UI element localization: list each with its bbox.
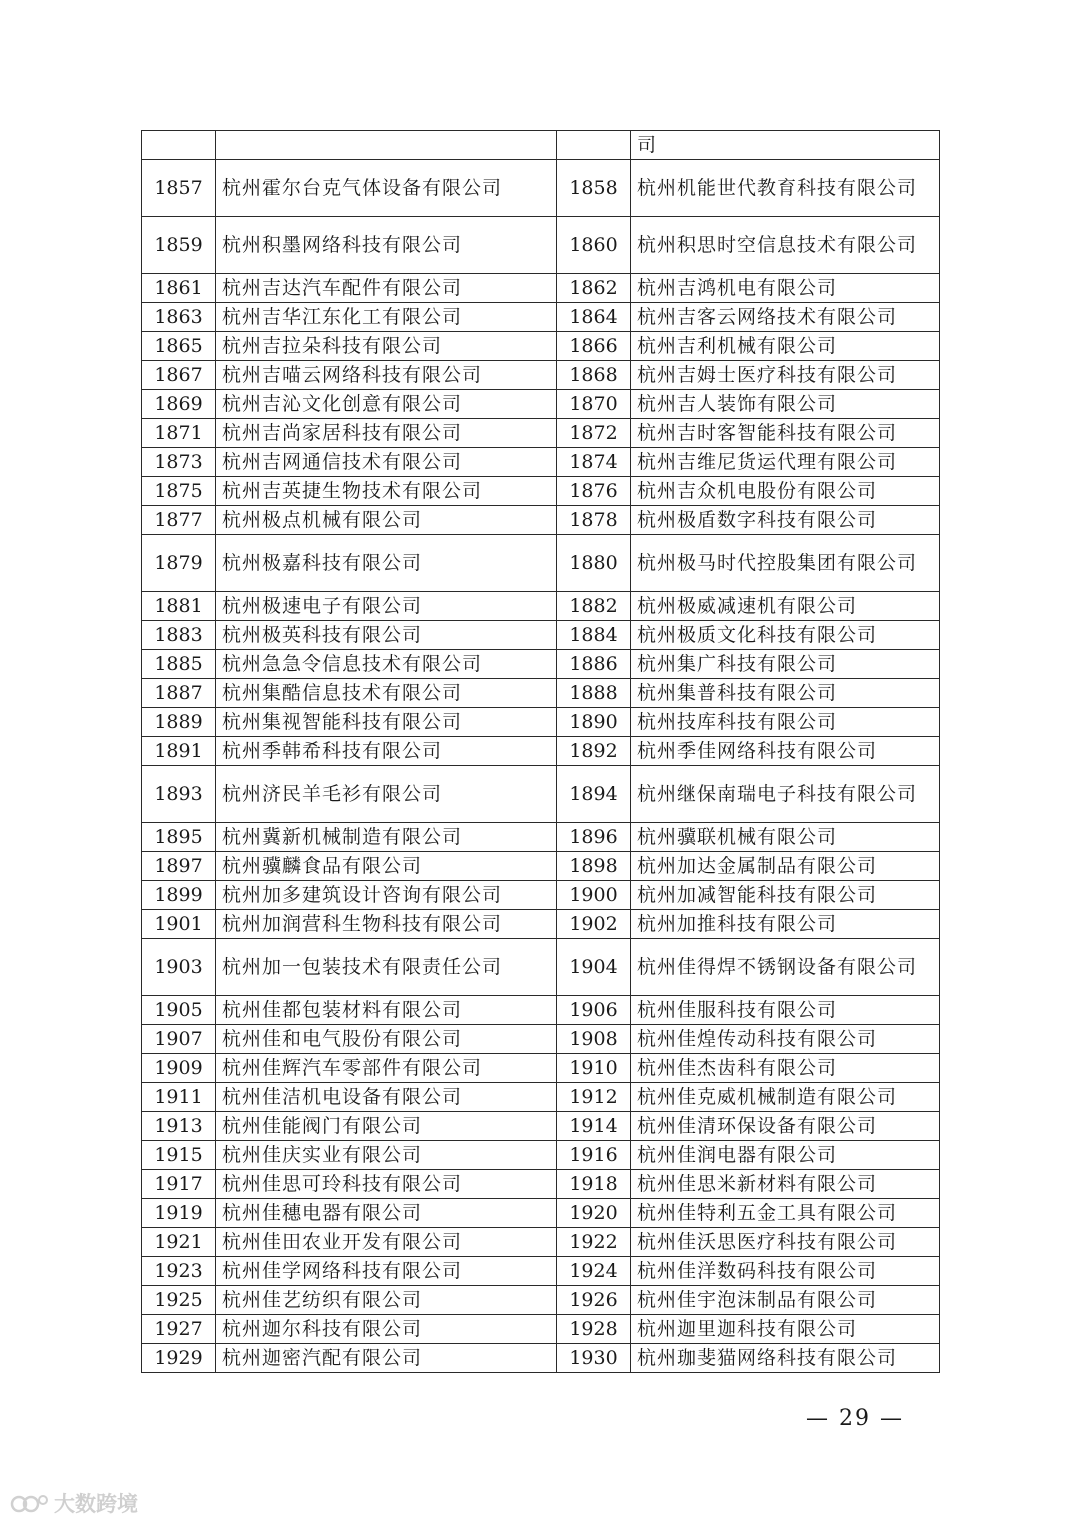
company-name-cell: 杭州佳服科技有限公司 bbox=[631, 996, 940, 1025]
table-row bbox=[142, 1315, 940, 1344]
table-row bbox=[142, 1054, 940, 1083]
entry-number-cell: 1882 bbox=[557, 592, 631, 621]
entry-number-cell: 1894 bbox=[557, 766, 631, 823]
company-name-cell: 杭州积墨网络科技有限公司 bbox=[216, 217, 557, 274]
company-name-cell: 杭州加一包装技术有限责任公司 bbox=[216, 939, 557, 996]
company-name-cell: 杭州吉利机械有限公司 bbox=[631, 332, 940, 361]
table-row bbox=[142, 217, 940, 274]
entry-number-cell: 1887 bbox=[142, 679, 216, 708]
entry-number-cell: 1917 bbox=[142, 1170, 216, 1199]
company-list-body bbox=[142, 131, 940, 1373]
company-name-cell: 杭州迦尔科技有限公司 bbox=[216, 1315, 557, 1344]
entry-number-cell: 1875 bbox=[142, 477, 216, 506]
company-name-cell: 杭州迦密汽配有限公司 bbox=[216, 1344, 557, 1373]
entry-number-cell: 1860 bbox=[557, 217, 631, 274]
entry-number-cell: 1895 bbox=[142, 823, 216, 852]
company-name-cell bbox=[216, 131, 557, 160]
company-name-cell: 杭州加推科技有限公司 bbox=[631, 910, 940, 939]
company-name-cell: 杭州吉众机电股份有限公司 bbox=[631, 477, 940, 506]
entry-number-cell: 1905 bbox=[142, 996, 216, 1025]
watermark-text: 大数跨境 bbox=[54, 1492, 138, 1516]
entry-number-cell: 1863 bbox=[142, 303, 216, 332]
company-name-cell: 杭州加减智能科技有限公司 bbox=[631, 881, 940, 910]
table-row bbox=[142, 766, 940, 823]
company-name-cell: 杭州吉达汽车配件有限公司 bbox=[216, 274, 557, 303]
company-name-cell: 杭州骥麟食品有限公司 bbox=[216, 852, 557, 881]
entry-number-cell: 1908 bbox=[557, 1025, 631, 1054]
company-name-cell: 杭州集视智能科技有限公司 bbox=[216, 708, 557, 737]
company-name-cell: 杭州极质文化科技有限公司 bbox=[631, 621, 940, 650]
entry-number-cell: 1900 bbox=[557, 881, 631, 910]
company-name-cell: 杭州极威减速机有限公司 bbox=[631, 592, 940, 621]
entry-number-cell: 1907 bbox=[142, 1025, 216, 1054]
company-name-cell: 杭州佳润电器有限公司 bbox=[631, 1141, 940, 1170]
table-row bbox=[142, 910, 940, 939]
table-row bbox=[142, 679, 940, 708]
entry-number-cell: 1874 bbox=[557, 448, 631, 477]
company-name-cell: 杭州佳思米新材料有限公司 bbox=[631, 1170, 940, 1199]
company-name-cell: 杭州集普科技有限公司 bbox=[631, 679, 940, 708]
entry-number-cell: 1909 bbox=[142, 1054, 216, 1083]
company-name-cell: 杭州吉姆士医疗科技有限公司 bbox=[631, 361, 940, 390]
entry-number-cell: 1912 bbox=[557, 1083, 631, 1112]
table-row bbox=[142, 1083, 940, 1112]
entry-number-cell: 1903 bbox=[142, 939, 216, 996]
table-row bbox=[142, 303, 940, 332]
company-name-cell: 杭州佳都包装材料有限公司 bbox=[216, 996, 557, 1025]
entry-number-cell: 1904 bbox=[557, 939, 631, 996]
company-name-cell: 杭州吉英捷生物技术有限公司 bbox=[216, 477, 557, 506]
entry-number-cell: 1892 bbox=[557, 737, 631, 766]
table-row bbox=[142, 1257, 940, 1286]
entry-number-cell: 1897 bbox=[142, 852, 216, 881]
watermark bbox=[10, 1488, 138, 1518]
company-name-cell: 杭州季佳网络科技有限公司 bbox=[631, 737, 940, 766]
entry-number-cell: 1901 bbox=[142, 910, 216, 939]
entry-number-cell: 1877 bbox=[142, 506, 216, 535]
company-name-cell: 杭州积思时空信息技术有限公司 bbox=[631, 217, 940, 274]
company-name-cell: 杭州珈斐猫网络科技有限公司 bbox=[631, 1344, 940, 1373]
entry-number-cell bbox=[557, 131, 631, 160]
entry-number-cell: 1858 bbox=[557, 160, 631, 217]
entry-number-cell: 1898 bbox=[557, 852, 631, 881]
entry-number-cell: 1924 bbox=[557, 1257, 631, 1286]
page-number: — 29 — bbox=[806, 1406, 904, 1431]
entry-number-cell: 1899 bbox=[142, 881, 216, 910]
table-row bbox=[142, 506, 940, 535]
company-name-cell: 杭州吉鸿机电有限公司 bbox=[631, 274, 940, 303]
table-row bbox=[142, 535, 940, 592]
entry-number-cell: 1921 bbox=[142, 1228, 216, 1257]
table-row bbox=[142, 881, 940, 910]
entry-number-cell: 1902 bbox=[557, 910, 631, 939]
entry-number-cell: 1884 bbox=[557, 621, 631, 650]
table-row bbox=[142, 160, 940, 217]
entry-number-cell: 1916 bbox=[557, 1141, 631, 1170]
company-name-cell: 杭州加多建筑设计咨询有限公司 bbox=[216, 881, 557, 910]
entry-number-cell: 1883 bbox=[142, 621, 216, 650]
entry-number-cell: 1885 bbox=[142, 650, 216, 679]
company-name-cell: 杭州继保南瑞电子科技有限公司 bbox=[631, 766, 940, 823]
company-name-cell: 杭州骥联机械有限公司 bbox=[631, 823, 940, 852]
entry-number-cell: 1925 bbox=[142, 1286, 216, 1315]
company-name-cell: 杭州佳宇泡沫制品有限公司 bbox=[631, 1286, 940, 1315]
table-row bbox=[142, 1199, 940, 1228]
company-name-cell: 杭州冀新机械制造有限公司 bbox=[216, 823, 557, 852]
company-name-cell: 杭州极英科技有限公司 bbox=[216, 621, 557, 650]
company-name-cell: 杭州吉时客智能科技有限公司 bbox=[631, 419, 940, 448]
entry-number-cell: 1914 bbox=[557, 1112, 631, 1141]
entry-number-cell: 1911 bbox=[142, 1083, 216, 1112]
table-row bbox=[142, 823, 940, 852]
company-name-cell: 杭州佳辉汽车零部件有限公司 bbox=[216, 1054, 557, 1083]
entry-number-cell: 1890 bbox=[557, 708, 631, 737]
table-row bbox=[142, 852, 940, 881]
entry-number-cell: 1926 bbox=[557, 1286, 631, 1315]
company-name-cell: 杭州佳洁机电设备有限公司 bbox=[216, 1083, 557, 1112]
table-row bbox=[142, 390, 940, 419]
company-name-cell: 杭州集广科技有限公司 bbox=[631, 650, 940, 679]
entry-number-cell: 1864 bbox=[557, 303, 631, 332]
company-name-cell: 杭州佳思可玲科技有限公司 bbox=[216, 1170, 557, 1199]
company-name-cell: 杭州佳克威机械制造有限公司 bbox=[631, 1083, 940, 1112]
table-row bbox=[142, 274, 940, 303]
table-row bbox=[142, 1141, 940, 1170]
entry-number-cell: 1872 bbox=[557, 419, 631, 448]
company-name-cell: 杭州极点机械有限公司 bbox=[216, 506, 557, 535]
company-name-cell: 杭州济民羊毛衫有限公司 bbox=[216, 766, 557, 823]
entry-number-cell: 1918 bbox=[557, 1170, 631, 1199]
company-name-cell: 杭州极盾数字科技有限公司 bbox=[631, 506, 940, 535]
entry-number-cell: 1920 bbox=[557, 1199, 631, 1228]
company-name-cell: 杭州机能世代教育科技有限公司 bbox=[631, 160, 940, 217]
company-name-cell: 杭州技库科技有限公司 bbox=[631, 708, 940, 737]
company-name-cell: 杭州季韩希科技有限公司 bbox=[216, 737, 557, 766]
company-name-cell: 杭州佳沃思医疗科技有限公司 bbox=[631, 1228, 940, 1257]
entry-number-cell: 1923 bbox=[142, 1257, 216, 1286]
company-name-cell: 杭州吉维尼货运代理有限公司 bbox=[631, 448, 940, 477]
company-name-cell: 杭州佳学网络科技有限公司 bbox=[216, 1257, 557, 1286]
watermark-logo-icon bbox=[10, 1490, 50, 1516]
company-name-cell: 杭州佳洋数码科技有限公司 bbox=[631, 1257, 940, 1286]
company-name-cell: 杭州加达金属制品有限公司 bbox=[631, 852, 940, 881]
company-name-cell: 杭州迦里迦科技有限公司 bbox=[631, 1315, 940, 1344]
table-row bbox=[142, 131, 940, 160]
company-name-cell: 杭州佳煌传动科技有限公司 bbox=[631, 1025, 940, 1054]
entry-number-cell: 1878 bbox=[557, 506, 631, 535]
table-row bbox=[142, 1344, 940, 1373]
entry-number-cell: 1913 bbox=[142, 1112, 216, 1141]
entry-number-cell: 1929 bbox=[142, 1344, 216, 1373]
entry-number-cell: 1886 bbox=[557, 650, 631, 679]
company-name-cell: 杭州佳田农业开发有限公司 bbox=[216, 1228, 557, 1257]
table-row bbox=[142, 592, 940, 621]
table-row bbox=[142, 1286, 940, 1315]
company-name-cell: 杭州佳得焊不锈钢设备有限公司 bbox=[631, 939, 940, 996]
entry-number-cell: 1869 bbox=[142, 390, 216, 419]
entry-number-cell: 1871 bbox=[142, 419, 216, 448]
company-name-cell: 杭州佳和电气股份有限公司 bbox=[216, 1025, 557, 1054]
company-name-cell: 杭州极速电子有限公司 bbox=[216, 592, 557, 621]
company-name-cell: 杭州急急令信息技术有限公司 bbox=[216, 650, 557, 679]
company-name-cell: 杭州佳能阀门有限公司 bbox=[216, 1112, 557, 1141]
entry-number-cell: 1919 bbox=[142, 1199, 216, 1228]
entry-number-cell: 1889 bbox=[142, 708, 216, 737]
entry-number-cell: 1866 bbox=[557, 332, 631, 361]
company-name-cell: 杭州吉人装饰有限公司 bbox=[631, 390, 940, 419]
company-name-cell: 杭州佳庆实业有限公司 bbox=[216, 1141, 557, 1170]
table-row bbox=[142, 1228, 940, 1257]
entry-number-cell: 1861 bbox=[142, 274, 216, 303]
company-name-cell: 杭州霍尔台克气体设备有限公司 bbox=[216, 160, 557, 217]
table-row bbox=[142, 477, 940, 506]
company-name-cell: 杭州佳穗电器有限公司 bbox=[216, 1199, 557, 1228]
entry-number-cell bbox=[142, 131, 216, 160]
company-name-cell: 杭州佳杰齿科有限公司 bbox=[631, 1054, 940, 1083]
entry-number-cell: 1867 bbox=[142, 361, 216, 390]
table-row bbox=[142, 737, 940, 766]
entry-number-cell: 1930 bbox=[557, 1344, 631, 1373]
table-row bbox=[142, 332, 940, 361]
company-name-cell: 杭州加润营科生物科技有限公司 bbox=[216, 910, 557, 939]
entry-number-cell: 1928 bbox=[557, 1315, 631, 1344]
entry-number-cell: 1893 bbox=[142, 766, 216, 823]
table-row bbox=[142, 361, 940, 390]
entry-number-cell: 1915 bbox=[142, 1141, 216, 1170]
entry-number-cell: 1891 bbox=[142, 737, 216, 766]
entry-number-cell: 1868 bbox=[557, 361, 631, 390]
entry-number-cell: 1870 bbox=[557, 390, 631, 419]
company-name-cell: 司 bbox=[631, 131, 940, 160]
company-list-table bbox=[141, 130, 940, 1373]
entry-number-cell: 1876 bbox=[557, 477, 631, 506]
company-name-cell: 杭州吉网通信技术有限公司 bbox=[216, 448, 557, 477]
company-name-cell: 杭州吉客云网络技术有限公司 bbox=[631, 303, 940, 332]
company-name-cell: 杭州吉喵云网络科技有限公司 bbox=[216, 361, 557, 390]
entry-number-cell: 1922 bbox=[557, 1228, 631, 1257]
entry-number-cell: 1859 bbox=[142, 217, 216, 274]
table-row bbox=[142, 708, 940, 737]
company-name-cell: 杭州极马时代控股集团有限公司 bbox=[631, 535, 940, 592]
table-row bbox=[142, 650, 940, 679]
table-row bbox=[142, 996, 940, 1025]
company-name-cell: 杭州佳特利五金工具有限公司 bbox=[631, 1199, 940, 1228]
entry-number-cell: 1862 bbox=[557, 274, 631, 303]
entry-number-cell: 1857 bbox=[142, 160, 216, 217]
company-name-cell: 杭州集酷信息技术有限公司 bbox=[216, 679, 557, 708]
company-name-cell: 杭州吉沁文化创意有限公司 bbox=[216, 390, 557, 419]
entry-number-cell: 1880 bbox=[557, 535, 631, 592]
company-name-cell: 杭州佳艺纺织有限公司 bbox=[216, 1286, 557, 1315]
table-row bbox=[142, 1112, 940, 1141]
entry-number-cell: 1927 bbox=[142, 1315, 216, 1344]
company-name-cell: 杭州佳清环保设备有限公司 bbox=[631, 1112, 940, 1141]
entry-number-cell: 1881 bbox=[142, 592, 216, 621]
entry-number-cell: 1879 bbox=[142, 535, 216, 592]
entry-number-cell: 1888 bbox=[557, 679, 631, 708]
entry-number-cell: 1873 bbox=[142, 448, 216, 477]
company-name-cell: 杭州吉拉朵科技有限公司 bbox=[216, 332, 557, 361]
table-row bbox=[142, 419, 940, 448]
entry-number-cell: 1896 bbox=[557, 823, 631, 852]
entry-number-cell: 1865 bbox=[142, 332, 216, 361]
table-row bbox=[142, 621, 940, 650]
table-row bbox=[142, 448, 940, 477]
entry-number-cell: 1906 bbox=[557, 996, 631, 1025]
company-name-cell: 杭州吉华江东化工有限公司 bbox=[216, 303, 557, 332]
company-name-cell: 杭州吉尚家居科技有限公司 bbox=[216, 419, 557, 448]
table-row bbox=[142, 1170, 940, 1199]
table-row bbox=[142, 939, 940, 996]
entry-number-cell: 1910 bbox=[557, 1054, 631, 1083]
company-name-cell: 杭州极嘉科技有限公司 bbox=[216, 535, 557, 592]
table-row bbox=[142, 1025, 940, 1054]
